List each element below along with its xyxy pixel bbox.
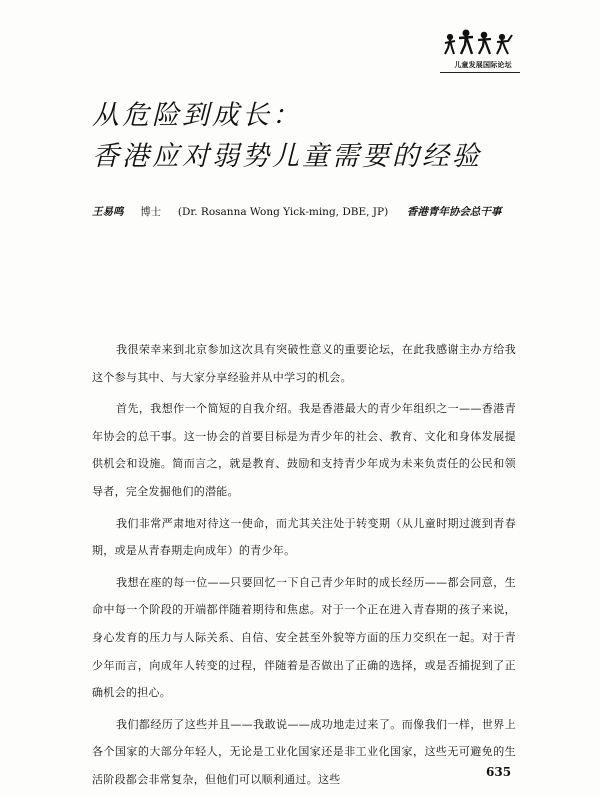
paragraph: 我们都经历了这些并且——我敢说——成功地走过来了。而像我们一样，世界上各个国家的大部分年轻人，无论是工业化国家还是非工业化国家，这些无可避免的生活阶段都会非常复杂，但他们可以顺利通过。这些 [92,717,516,786]
paragraph: 我们非常严肃地对待这一使命，而尤其关注处于转变期（从儿童时期过渡到青春期，或是从青春期走向成年）的青少年。 [92,516,516,558]
children-silhouette-icon [442,28,518,56]
logo-caption: 儿童发展国际论坛 [454,61,512,69]
author-byline [92,204,501,219]
article-body [92,336,516,798]
author-name: 王易鸣 [92,206,124,218]
paragraph: 我想在座的每一位——只要回忆一下自己青少年时的成长经历——都会同意，生命中每一个阶段的开端都伴随着期待和焦虑。对于一个正在进入青春期的孩子来说，身心发育的压力与人际关系、自信、安全甚至外貌等方面的压力交织在一起。对于青少年而言，向成年人转变的过程，伴随着是否做出了正确的选择，或是否捕捉到了正确机会的担心。 [92,575,516,700]
forum-logo [438,28,528,80]
author-honorific: 博士 [140,206,162,218]
author-english-name: (Dr. Rosanna Wong Yick-ming, DBE, JP) [177,206,389,218]
paragraph: 我很荣幸来到北京参加这次具有突破性意义的重要论坛，在此我感谢主办方给我这个参与其中、与大家分享经验并从中学习的机会。 [92,343,516,384]
page-number: 635 [486,765,512,779]
paragraph: 首先，我想作一个简短的自我介绍。我是香港最大的青少年组织之一——香港青年协会的总干事。这一协会的首要目标是为青少年的社会、教育、文化和身体发展提供机会和设施。简而言之，就是教育、鼓励和支持青少年成为未来负责任的公民和领导者，完全发掘他们的潜能。 [92,402,516,498]
author-organization: 香港青年协会总干事 [406,206,502,218]
logo-underline [440,72,520,73]
title-line-2: 香港应对弱势儿童需要的经验 [92,141,482,172]
title-line-1: 从危险到成长： [92,100,302,131]
